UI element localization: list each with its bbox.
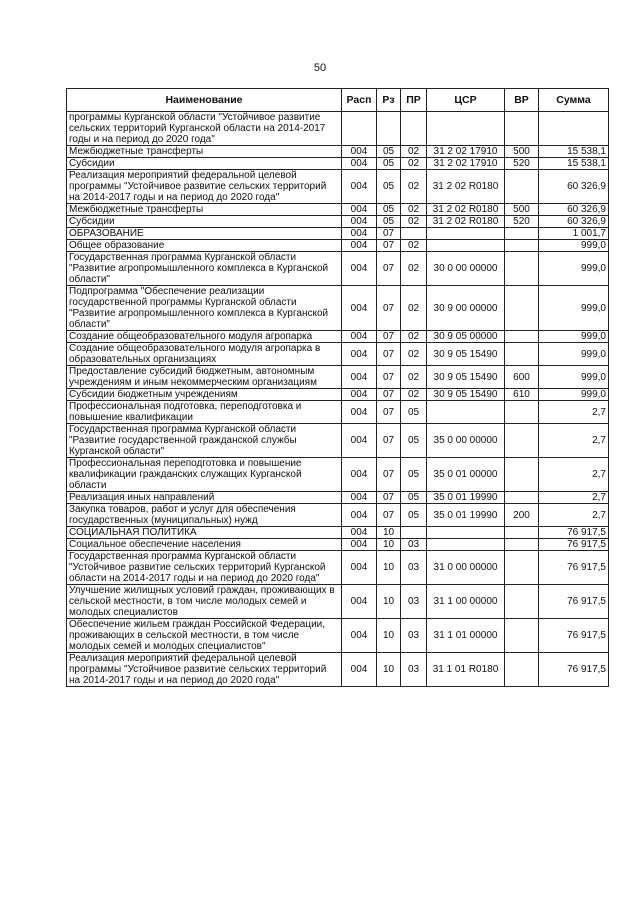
table-row xyxy=(67,551,609,585)
cell-rasp: 004 xyxy=(342,424,377,458)
cell-csr: 31 2 02 17910 xyxy=(427,158,505,170)
cell-pr: 03 xyxy=(401,551,427,585)
cell-rasp: 004 xyxy=(342,343,377,366)
cell-csr: 31 2 02 R0180 xyxy=(427,204,505,216)
cell-rz: 05 xyxy=(377,216,401,228)
cell-pr: 03 xyxy=(401,539,427,551)
cell-sum: 999,0 xyxy=(539,240,609,252)
cell-csr: 35 0 01 00000 xyxy=(427,458,505,492)
cell-rz: 07 xyxy=(377,366,401,389)
cell-rz: 07 xyxy=(377,458,401,492)
cell-rasp: 004 xyxy=(342,366,377,389)
table-row xyxy=(67,653,609,687)
table-row xyxy=(67,389,609,401)
header-rz: Рз xyxy=(377,89,401,112)
cell-sum: 999,0 xyxy=(539,252,609,286)
cell-pr: 02 xyxy=(401,286,427,331)
cell-name: Государственная программа Курганской области "Устойчивое развитие сельских территорий Курганской области на 2014-2017 годы и на период до 2020 года" xyxy=(67,551,342,585)
cell-pr: 02 xyxy=(401,389,427,401)
cell-pr: 05 xyxy=(401,424,427,458)
cell-vr xyxy=(505,286,539,331)
cell-pr: 03 xyxy=(401,619,427,653)
cell-rasp: 004 xyxy=(342,619,377,653)
cell-csr: 31 1 01 00000 xyxy=(427,619,505,653)
table-row xyxy=(67,286,609,331)
cell-pr: 02 xyxy=(401,146,427,158)
cell-sum: 60 326,9 xyxy=(539,204,609,216)
cell-rz: 10 xyxy=(377,653,401,687)
cell-vr xyxy=(505,401,539,424)
cell-name: СОЦИАЛЬНАЯ ПОЛИТИКА xyxy=(67,527,342,539)
cell-vr xyxy=(505,240,539,252)
cell-rz: 10 xyxy=(377,551,401,585)
cell-vr xyxy=(505,585,539,619)
cell-sum: 76 917,5 xyxy=(539,585,609,619)
header-rasp: Расп xyxy=(342,89,377,112)
cell-vr xyxy=(505,527,539,539)
cell-rasp: 004 xyxy=(342,228,377,240)
cell-vr: 520 xyxy=(505,216,539,228)
cell-vr: 500 xyxy=(505,204,539,216)
cell-rasp: 004 xyxy=(342,286,377,331)
cell-rz: 07 xyxy=(377,492,401,504)
cell-rz: 05 xyxy=(377,146,401,158)
cell-pr: 05 xyxy=(401,458,427,492)
cell-rz: 05 xyxy=(377,204,401,216)
table-row xyxy=(67,216,609,228)
cell-pr: 02 xyxy=(401,331,427,343)
header-name: Наименование xyxy=(67,89,342,112)
cell-vr xyxy=(505,619,539,653)
cell-rz: 07 xyxy=(377,331,401,343)
header-pr: ПР xyxy=(401,89,427,112)
cell-vr xyxy=(505,343,539,366)
cell-rasp: 004 xyxy=(342,458,377,492)
budget-table xyxy=(66,88,609,687)
cell-rz: 07 xyxy=(377,504,401,527)
cell-name: Профессиональная подготовка, переподготовка и повышение квалификации xyxy=(67,401,342,424)
cell-sum xyxy=(539,112,609,146)
cell-vr xyxy=(505,653,539,687)
cell-vr xyxy=(505,170,539,204)
table-row xyxy=(67,170,609,204)
cell-rz: 07 xyxy=(377,389,401,401)
table-row xyxy=(67,343,609,366)
cell-pr: 02 xyxy=(401,252,427,286)
cell-sum: 76 917,5 xyxy=(539,527,609,539)
table-body xyxy=(67,112,609,687)
cell-sum: 2,7 xyxy=(539,424,609,458)
cell-rz: 07 xyxy=(377,240,401,252)
cell-csr: 31 1 01 R0180 xyxy=(427,653,505,687)
cell-vr xyxy=(505,112,539,146)
table-row xyxy=(67,146,609,158)
cell-csr: 30 9 05 00000 xyxy=(427,331,505,343)
cell-sum: 2,7 xyxy=(539,401,609,424)
cell-sum: 60 326,9 xyxy=(539,216,609,228)
cell-name: программы Курганской области "Устойчивое развитие сельских территорий Курганской области на 2014-2017 годы и на период до 2020 года" xyxy=(67,112,342,146)
cell-name: Подпрограмма "Обеспечение реализации государственной программы Курганской области "Развитие агропромышленного комплекса в Курганской области" xyxy=(67,286,342,331)
header-sum: Сумма xyxy=(539,89,609,112)
cell-pr: 02 xyxy=(401,343,427,366)
cell-rasp: 004 xyxy=(342,252,377,286)
cell-csr xyxy=(427,539,505,551)
cell-rz xyxy=(377,112,401,146)
cell-name: Создание общеобразовательного модуля агропарка в образовательных организациях xyxy=(67,343,342,366)
cell-csr: 30 9 05 15490 xyxy=(427,366,505,389)
table-row xyxy=(67,492,609,504)
cell-rasp: 004 xyxy=(342,170,377,204)
cell-sum: 60 326,9 xyxy=(539,170,609,204)
cell-rasp: 004 xyxy=(342,539,377,551)
cell-name: Государственная программа Курганской области "Развитие агропромышленного комплекса в Курганской области" xyxy=(67,252,342,286)
cell-rz: 10 xyxy=(377,539,401,551)
table-row xyxy=(67,458,609,492)
table-row xyxy=(67,539,609,551)
cell-name: Предоставление субсидий бюджетным, автономным учреждениям и иным некоммерческим организациям xyxy=(67,366,342,389)
cell-pr xyxy=(401,228,427,240)
cell-rasp: 004 xyxy=(342,551,377,585)
cell-rasp: 004 xyxy=(342,401,377,424)
cell-rasp xyxy=(342,112,377,146)
cell-sum: 76 917,5 xyxy=(539,619,609,653)
cell-rasp: 004 xyxy=(342,146,377,158)
table-row xyxy=(67,112,609,146)
cell-vr xyxy=(505,252,539,286)
cell-sum: 76 917,5 xyxy=(539,539,609,551)
cell-vr: 200 xyxy=(505,504,539,527)
cell-rz: 07 xyxy=(377,286,401,331)
table-row xyxy=(67,158,609,170)
cell-vr xyxy=(505,551,539,585)
cell-vr xyxy=(505,492,539,504)
cell-vr: 500 xyxy=(505,146,539,158)
cell-name: ОБРАЗОВАНИЕ xyxy=(67,228,342,240)
cell-rasp: 004 xyxy=(342,216,377,228)
cell-sum: 76 917,5 xyxy=(539,551,609,585)
table-row xyxy=(67,504,609,527)
cell-csr: 30 0 00 00000 xyxy=(427,252,505,286)
cell-name: Межбюджетные трансферты xyxy=(67,204,342,216)
cell-rz: 05 xyxy=(377,158,401,170)
cell-csr xyxy=(427,228,505,240)
cell-rasp: 004 xyxy=(342,527,377,539)
cell-rasp: 004 xyxy=(342,504,377,527)
cell-csr: 35 0 00 00000 xyxy=(427,424,505,458)
table-row xyxy=(67,331,609,343)
cell-pr: 03 xyxy=(401,653,427,687)
cell-rasp: 004 xyxy=(342,204,377,216)
cell-pr: 05 xyxy=(401,504,427,527)
cell-name: Социальное обеспечение населения xyxy=(67,539,342,551)
cell-name: Межбюджетные трансферты xyxy=(67,146,342,158)
cell-sum: 2,7 xyxy=(539,504,609,527)
cell-csr: 31 0 00 00000 xyxy=(427,551,505,585)
cell-vr: 600 xyxy=(505,366,539,389)
table-row xyxy=(67,424,609,458)
cell-rz: 07 xyxy=(377,424,401,458)
cell-name: Обеспечение жильем граждан Российской Федерации, проживающих в сельской местности, в том числе молодых семей и молодых специалистов" xyxy=(67,619,342,653)
cell-rasp: 004 xyxy=(342,585,377,619)
cell-pr xyxy=(401,112,427,146)
table-row xyxy=(67,527,609,539)
cell-pr: 05 xyxy=(401,401,427,424)
cell-sum: 2,7 xyxy=(539,492,609,504)
cell-vr xyxy=(505,424,539,458)
cell-vr xyxy=(505,458,539,492)
header-csr: ЦСР xyxy=(427,89,505,112)
cell-rz: 10 xyxy=(377,585,401,619)
cell-pr: 02 xyxy=(401,366,427,389)
table-row xyxy=(67,401,609,424)
cell-name: Создание общеобразовательного модуля агропарка xyxy=(67,331,342,343)
cell-rasp: 004 xyxy=(342,389,377,401)
cell-sum: 76 917,5 xyxy=(539,653,609,687)
header-vr: ВР xyxy=(505,89,539,112)
cell-csr xyxy=(427,112,505,146)
cell-rz: 10 xyxy=(377,527,401,539)
cell-csr: 35 0 01 19990 xyxy=(427,492,505,504)
cell-csr: 30 9 00 00000 xyxy=(427,286,505,331)
cell-sum: 999,0 xyxy=(539,343,609,366)
cell-name: Реализация мероприятий федеральной целевой программы "Устойчивое развитие сельских территорий на 2014-2017 годы и на период до 2020 года" xyxy=(67,170,342,204)
cell-csr xyxy=(427,240,505,252)
cell-csr: 31 2 02 R0180 xyxy=(427,216,505,228)
cell-sum: 15 538,1 xyxy=(539,158,609,170)
cell-pr: 02 xyxy=(401,170,427,204)
cell-csr xyxy=(427,527,505,539)
table-header xyxy=(67,89,609,112)
cell-name: Реализация мероприятий федеральной целевой программы "Устойчивое развитие сельских территорий на 2014-2017 годы и на период до 2020 года" xyxy=(67,653,342,687)
table-row xyxy=(67,240,609,252)
cell-pr: 02 xyxy=(401,216,427,228)
cell-rz: 07 xyxy=(377,401,401,424)
cell-sum: 1 001,7 xyxy=(539,228,609,240)
cell-csr: 31 1 00 00000 xyxy=(427,585,505,619)
cell-pr: 03 xyxy=(401,585,427,619)
cell-csr: 35 0 01 19990 xyxy=(427,504,505,527)
cell-vr: 610 xyxy=(505,389,539,401)
cell-pr: 02 xyxy=(401,204,427,216)
cell-rz: 07 xyxy=(377,252,401,286)
cell-csr: 30 9 05 15490 xyxy=(427,343,505,366)
cell-csr: 31 2 02 R0180 xyxy=(427,170,505,204)
cell-rz: 07 xyxy=(377,228,401,240)
cell-name: Субсидии xyxy=(67,158,342,170)
page-number: 50 xyxy=(313,62,327,74)
cell-sum: 999,0 xyxy=(539,366,609,389)
cell-rz: 05 xyxy=(377,170,401,204)
cell-pr xyxy=(401,527,427,539)
table-row xyxy=(67,252,609,286)
cell-sum: 2,7 xyxy=(539,458,609,492)
cell-name: Государственная программа Курганской области "Развитие государственной гражданской службы Курганской области" xyxy=(67,424,342,458)
cell-name: Реализация иных направлений xyxy=(67,492,342,504)
cell-name: Улучшение жилищных условий граждан, проживающих в сельской местности, в том числе молодых семей и молодых специалистов xyxy=(67,585,342,619)
cell-vr xyxy=(505,539,539,551)
cell-rasp: 004 xyxy=(342,492,377,504)
cell-name: Профессиональная переподготовка и повышение квалификации гражданских служащих Курганской области xyxy=(67,458,342,492)
cell-rasp: 004 xyxy=(342,240,377,252)
cell-sum: 999,0 xyxy=(539,331,609,343)
cell-sum: 15 538,1 xyxy=(539,146,609,158)
cell-sum: 999,0 xyxy=(539,286,609,331)
cell-vr: 520 xyxy=(505,158,539,170)
cell-sum: 999,0 xyxy=(539,389,609,401)
cell-vr xyxy=(505,331,539,343)
table-row xyxy=(67,619,609,653)
cell-name: Субсидии бюджетным учреждениям xyxy=(67,389,342,401)
table-row xyxy=(67,366,609,389)
cell-rz: 10 xyxy=(377,619,401,653)
cell-name: Закупка товаров, работ и услуг для обеспечения государственных (муниципальных) нужд xyxy=(67,504,342,527)
table-row xyxy=(67,204,609,216)
table-row xyxy=(67,585,609,619)
cell-rasp: 004 xyxy=(342,653,377,687)
cell-pr: 02 xyxy=(401,158,427,170)
cell-csr: 30 9 05 15490 xyxy=(427,389,505,401)
cell-pr: 05 xyxy=(401,492,427,504)
cell-rasp: 004 xyxy=(342,331,377,343)
cell-csr: 31 2 02 17910 xyxy=(427,146,505,158)
cell-rasp: 004 xyxy=(342,158,377,170)
cell-name: Субсидии xyxy=(67,216,342,228)
cell-pr: 02 xyxy=(401,240,427,252)
table-row xyxy=(67,228,609,240)
cell-name: Общее образование xyxy=(67,240,342,252)
cell-csr xyxy=(427,401,505,424)
header-row xyxy=(67,89,609,112)
cell-vr xyxy=(505,228,539,240)
cell-rz: 07 xyxy=(377,343,401,366)
